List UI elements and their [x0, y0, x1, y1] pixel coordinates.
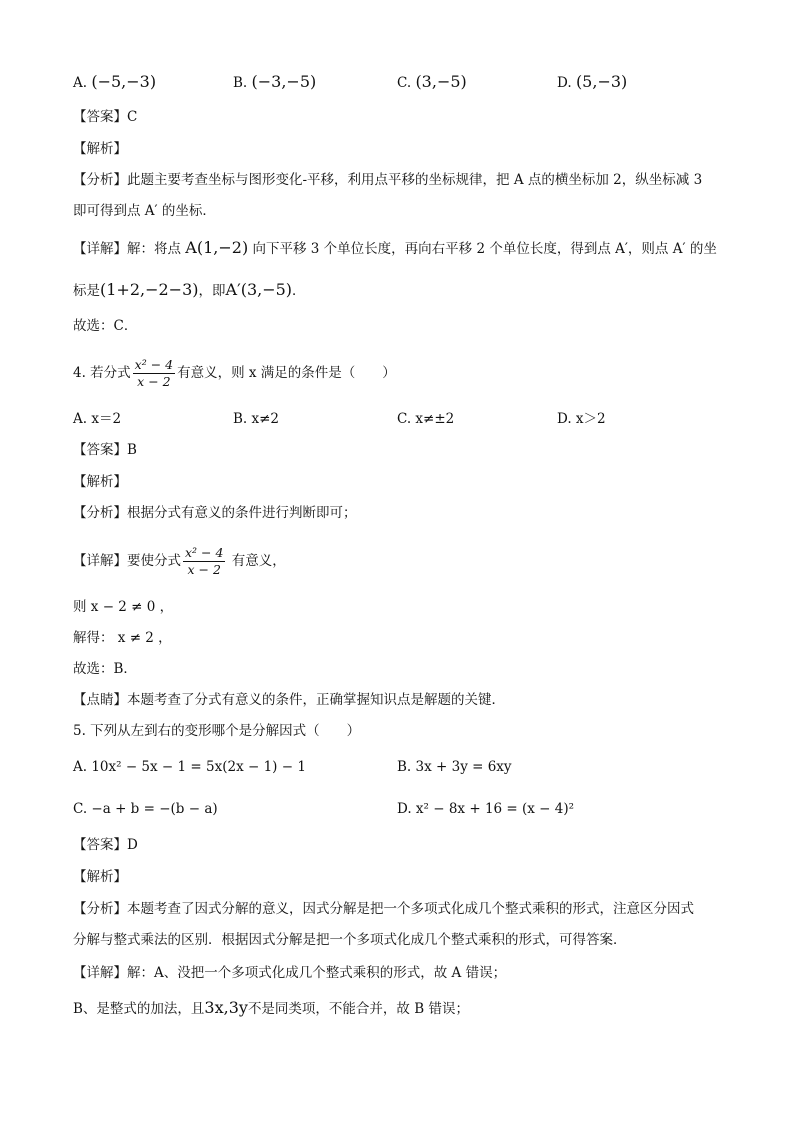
q5-stem: 5. 下列从左到右的变形哪个是分解因式（ ） [73, 723, 361, 739]
q4-fraction [133, 358, 175, 389]
q3-option-b [233, 72, 316, 93]
q3-detail-intro: 【详解】解：将点 [73, 241, 186, 257]
q3-analysis-line-1: 【分析】此题主要考查坐标与图形变化-平移，利用点平移的坐标规律，把 A 点的横坐标加 2，纵坐标减 3 [73, 172, 703, 188]
q5-option-a: A. 10x² − 5x − 1 = 5x(2x − 1) − 1 [73, 759, 306, 775]
q4-fraction-denominator: x − 2 [137, 374, 171, 389]
q3-jiexi-heading: 【解析】 [73, 141, 127, 157]
q4-answer: 【答案】B [73, 442, 137, 458]
q4-fraction-numerator: x² − 4 [134, 357, 174, 372]
q4-dianjing: 【点睛】本题考查了分式有意义的条件，正确掌握知识点是解题的关键． [73, 692, 505, 708]
q3-detail-ji: ，即 [198, 283, 226, 299]
q4-option-d: D. x＞2 [557, 411, 606, 427]
q4-option-c: C. x≠±2 [397, 411, 455, 427]
q5-detail-b-prefix: B、是整式的加法，且 [73, 1001, 205, 1017]
q3-option-a [73, 72, 156, 93]
q4-choose: 故选：B． [73, 661, 137, 677]
q3-option-c [397, 72, 467, 93]
q4-detail-fraction [183, 546, 225, 577]
q3-detail-end: ． [292, 283, 306, 299]
q3-answer: 【答案】C [73, 109, 138, 125]
q3-option-d-letter: D. [557, 75, 572, 91]
q3-option-c-letter: C. [397, 75, 412, 91]
q3-option-c-value: (3,−5) [415, 72, 467, 91]
q3-option-d-value: (5,−3) [575, 72, 628, 91]
q4-jiexi-heading: 【解析】 [73, 474, 127, 490]
q3-detail-line-2 [73, 280, 306, 301]
q5-answer: 【答案】D [73, 837, 138, 853]
q5-analysis-line-2: 分解与整式乘法的区别．根据因式分解是把一个多项式化成几个整式乘积的形式，可得答案． [73, 932, 627, 948]
q5-detail-terms: 3x,3y [204, 998, 248, 1017]
q4-stem-suffix: 有意义，则 x 满足的条件是（ ） [177, 365, 396, 381]
q3-detail-coord-expr: (1+2,−2−3) [100, 280, 199, 299]
q4-detail [73, 542, 286, 580]
q3-option-a-value: (−5,−3) [91, 72, 157, 91]
q3-option-a-letter: A. [73, 75, 88, 91]
q3-detail-coord-label: 标是 [73, 283, 100, 299]
q4-stem-prefix: 4. 若分式 [73, 365, 131, 381]
q3-choose: 故选：C． [73, 318, 138, 334]
q3-detail-translation: 向下平移 3 个单位长度，再向右平移 2 个单位长度，得到点 A′，则点 A′ 的坐 [248, 241, 717, 257]
q3-detail-result: A′(3,−5) [225, 280, 293, 299]
q4-detail-suffix: 有意义， [231, 553, 286, 569]
q3-detail-line-1 [73, 238, 717, 259]
q3-point-a: A(1,−2) [185, 238, 249, 257]
q5-detail-b-suffix: 不是同类项，不能合并，故 B 错误； [247, 1001, 469, 1017]
q5-option-c: C. −a + b = −(b − a) [73, 801, 218, 817]
q4-detail-prefix: 【详解】要使分式 [73, 553, 181, 569]
q5-detail-line-1: 【详解】解：A、没把一个多项式化成几个整式乘积的形式，故 A 错误； [73, 965, 507, 981]
q4-detail-fraction-numerator: x² − 4 [185, 545, 224, 560]
q5-analysis-line-1: 【分析】本题考查了因式分解的意义，因式分解是把一个多项式化成几个整式乘积的形式，注意区分因式 [73, 901, 694, 917]
q3-analysis-line-2: 即可得到点 A′ 的坐标． [73, 203, 216, 219]
q4-step-1: 则 x − 2 ≠ 0 ， [73, 599, 174, 615]
q4-detail-fraction-denominator: x − 2 [187, 562, 221, 577]
q5-option-b: B. 3x + 3y = 6xy [397, 759, 512, 775]
q5-option-d: D. x² − 8x + 16 = (x − 4)² [397, 801, 575, 817]
q4-analysis: 【分析】根据分式有意义的条件进行判断即可； [73, 505, 357, 521]
q4-stem [73, 355, 396, 391]
q4-step-2: 解得： x ≠ 2 ， [73, 630, 172, 646]
q3-option-d [557, 72, 627, 93]
q3-option-b-value: (−3,−5) [251, 72, 317, 91]
q3-option-b-letter: B. [233, 75, 248, 91]
q5-detail-line-2 [73, 998, 469, 1019]
q5-jiexi-heading: 【解析】 [73, 869, 127, 885]
q4-option-a: A. x＝2 [73, 411, 122, 427]
q4-option-b: B. x≠2 [233, 411, 280, 427]
